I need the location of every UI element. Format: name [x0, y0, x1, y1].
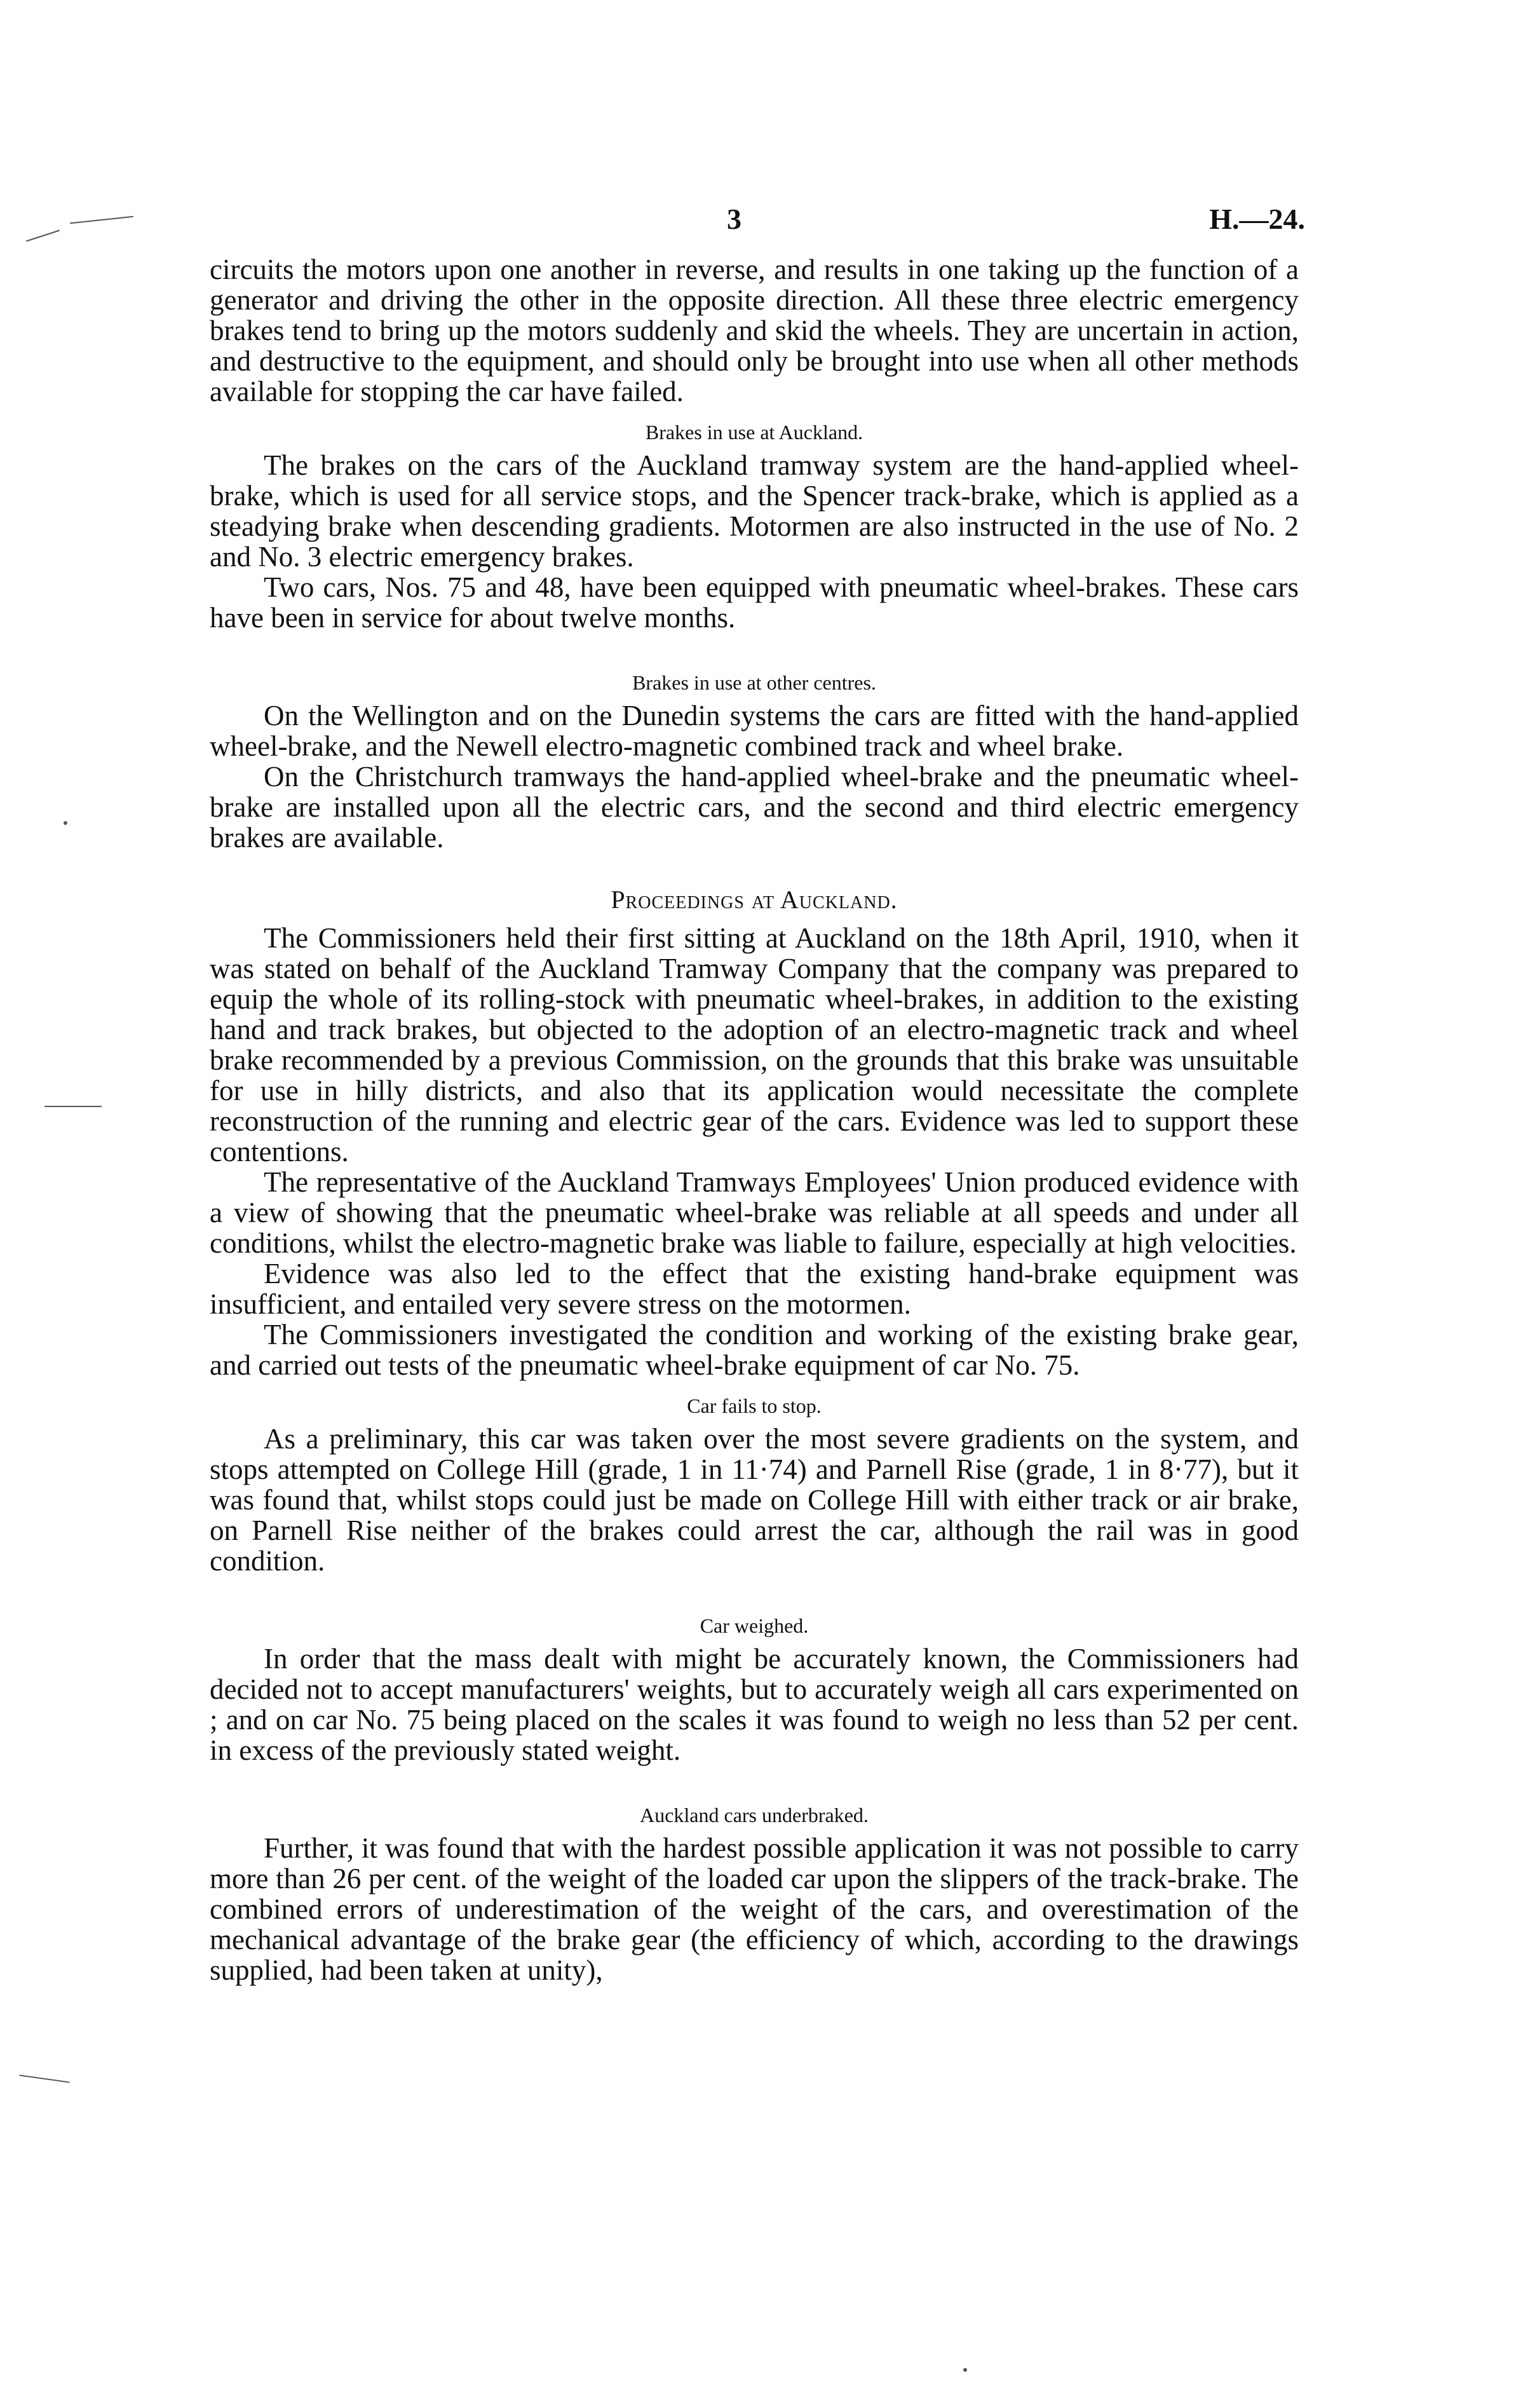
paragraph: Further, it was found that with the hardest possible application it was not possible to carry more than 26 per cent. of the weight of the loaded car upon the slippers of the track-brake. The combined errors of underestimation of the weight of the cars, and overestimation of the mechanical advantage of the brake gear (the efficiency of which, according to the drawings supplied, had been taken at unity), — [210, 1832, 1299, 1986]
paragraph: The representative of the Auckland Tramways Employees' Union produced evidence with a view of showing that the pneumatic wheel-brake was reliable at all speeds and under all conditions, whilst the electro-magnetic brake was liable to failure, especially at high velocities. — [210, 1166, 1299, 1259]
paragraph: On the Wellington and on the Dunedin systems the cars are fitted with the hand-applied wheel-brake, and the Newell electro-magnetic combined track and wheel brake. — [210, 700, 1299, 762]
section-heading-proceedings: Proceedings at Auckland. — [611, 885, 898, 914]
subheading-brakes-other-centres: Brakes in use at other centres. — [632, 671, 876, 694]
margin-mark — [19, 2074, 69, 2083]
paragraph: The Commissioners investigated the condition and working of the existing brake gear, and carried out tests of the pneumatic wheel-brake equipment of car No. 75. — [210, 1319, 1299, 1381]
subheading-car-fails: Car fails to stop. — [687, 1394, 822, 1417]
paragraph: In order that the mass dealt with might be accurately known, the Commissioners had decided not to accept manufacturers' weights, but to accurately weigh all cars experimented on ; and on car No. 75 being placed on the scales it was found to weigh no less than 52 per cent. in excess of the previously stated weight. — [210, 1643, 1299, 1766]
subheading-brakes-auckland: Brakes in use at Auckland. — [645, 421, 863, 444]
margin-mark — [44, 1106, 102, 1107]
subheading-car-weighed: Car weighed. — [700, 1614, 809, 1637]
paragraph: circuits the motors upon one another in reverse, and results in one taking up the function of a generator and driving the other in the opposite direction. All these three electric emergency brakes tend to bring up the motors suddenly and skid the wheels. They are uncertain in action, and destructive to the equipment, and should only be brought into use when all other methods available for stopping the car have failed. — [210, 254, 1299, 407]
paragraph: As a preliminary, this car was taken over the most severe gradients on the system, and stops attempted on College Hill (grade, 1 in 11·74) and Parnell Rise (grade, 1 in 8·77), but it was found that, whilst stops could just be made on College Hill with either track or air brake, on Parnell Rise neither of the brakes could arrest the car, although the rail was in good condition. — [210, 1423, 1299, 1577]
document-reference: H.—24. — [1209, 203, 1305, 235]
paragraph: Evidence was also led to the effect that the existing hand-brake equipment was insufficient, and entailed very severe stress on the motormen. — [210, 1258, 1299, 1320]
margin-dot — [64, 821, 67, 825]
paragraph: On the Christchurch tramways the hand-applied wheel-brake and the pneumatic wheel-brake are installed upon all the electric cars, and the second and third electric emergency brakes are available. — [210, 761, 1299, 854]
paragraph: The brakes on the cars of the Auckland tramway system are the hand-applied wheel-brake, which is used for all service stops, and the Spencer track-brake, which is applied as a steadying brake when descending gradients. Motormen are also instructed in the use of No. 2 and No. 3 electric emergency brakes. — [210, 449, 1299, 573]
subheading-underbraked: Auckland cars underbraked. — [640, 1804, 869, 1826]
paragraph: Two cars, Nos. 75 and 48, have been equipped with pneumatic wheel-brakes. These cars have been in service for about twelve months. — [210, 571, 1299, 634]
page-header — [0, 202, 1516, 240]
document-body — [210, 254, 1299, 1985]
paragraph: The Commissioners held their first sitting at Auckland on the 18th April, 1910, when it was stated on behalf of the Auckland Tramway Company that the company was prepared to equip the whole of its rolling-stock with pneumatic wheel-brakes, in addition to the existing hand and track brakes, but objected to the adoption of an electro-magnetic track and wheel brake recommended by a previous Commission, on the grounds that this brake was unsuitable for use in hilly districts, and also that its application would necessitate the complete reconstruction of the running and electric gear of the cars. Evidence was led to support these contentions. — [210, 922, 1299, 1167]
margin-dot — [963, 2368, 967, 2372]
page-number: 3 — [727, 203, 741, 235]
